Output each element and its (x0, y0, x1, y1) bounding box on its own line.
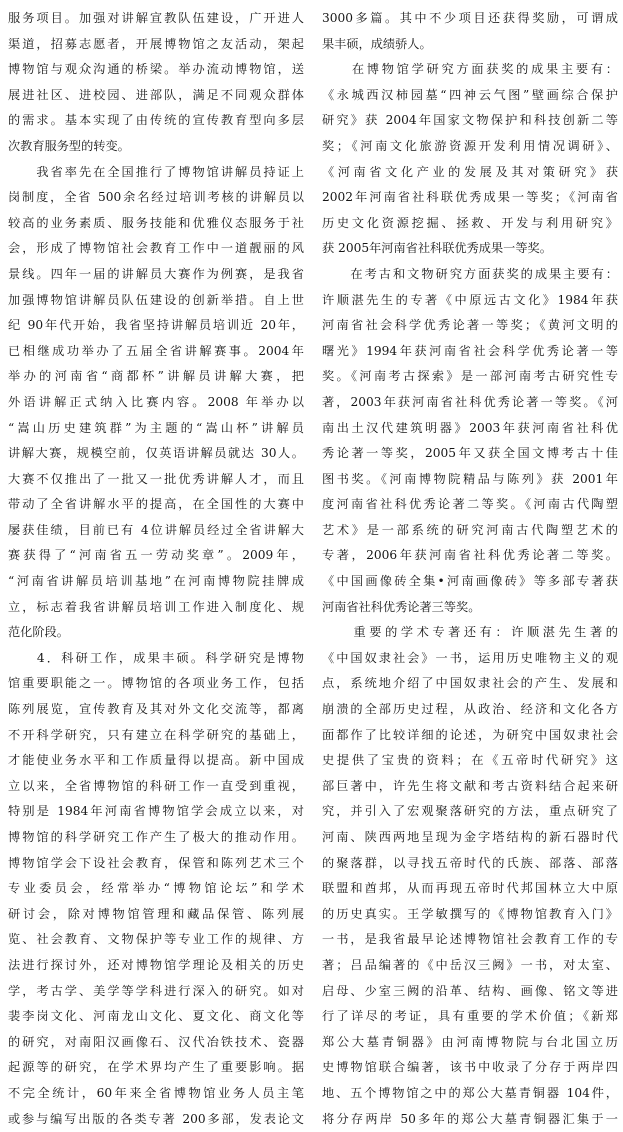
text-line: 《中国画像砖全集•河南画像砖》等多部专著获 (322, 574, 618, 589)
text-line: 研究》获 2004年国家文物保护和科技创新二等 (322, 113, 618, 128)
text-line: 加强博物馆讲解员队伍建设的创新举措。自上世 (8, 292, 304, 307)
text-line: 3000多篇。其中不少项目还获得奖励，可谓成 (322, 11, 618, 25)
text-line: 将分存两岸 50多年的郑公大墓青铜器汇集于一 (322, 1111, 618, 1126)
text-line: 起源等的研究，在学术界均产生了重要影响。据 (8, 1060, 304, 1075)
text-line: 已相继成功举办了五届全省讲解赛事。2004年 (8, 343, 304, 358)
text-line: 《永城西汉柿园墓“四神云气图”壁画综合保护 (322, 87, 618, 102)
text-line: 奖。《河南考古探索》是一部河南考古研究性专 (322, 369, 618, 384)
text-line: 学，考古学、美学等学科进行深入的研究。如对 (8, 983, 304, 998)
text-line: 在博物馆学研究方面获奖的成果主要有： (322, 62, 618, 77)
text-line: 重要的学术专著还有：许顺湛先生著的 (322, 625, 618, 640)
text-line: 的研究，对南阳汉画像石、汉代冶铁技术、瓷器 (8, 1034, 304, 1049)
text-line: 究，并引入了宏观聚落研究的方法，重点研究了 (322, 804, 618, 819)
text-line: 我省率先在全国推行了博物馆讲解员持证上 (8, 164, 304, 179)
text-line: 特别是 1984年河南省博物馆学会成立以来，对 (8, 804, 304, 819)
text-line: 《河南省文化产业的发展及其对策研究》获 (322, 164, 618, 179)
text-line: 4．科研工作，成果丰硕。科学研究是博物 (8, 650, 304, 665)
text-line: 许顺湛先生的专著《中原远古文化》1984年获 (322, 292, 618, 307)
right-text-column (322, 6, 618, 1132)
text-line: 馆重要职能之一。博物馆的各项业务工作，包括 (8, 676, 304, 691)
text-line: 图书奖。《河南博物院精品与陈列》获 2001年 (322, 471, 618, 486)
text-line: 著，2003年获河南省社科优秀论著一等奖。《河 (322, 394, 618, 409)
text-line: 地、五个博物馆之中的郑公大墓青铜器 104件， (322, 1085, 618, 1100)
text-line: 渠道，招募志愿者，开展博物馆之友活动，架起 (8, 36, 304, 51)
text-line: 纪 90年代开始，我省坚持讲解员培训近 20年， (8, 318, 304, 333)
text-line: 艺术》是一部系统的研究河南古代陶塑艺术的 (322, 522, 618, 537)
text-line: 一书，是我省最早论述博物馆社会教育工作的专 (322, 932, 618, 947)
text-line: 才能使业务水平和工作质量得以提高。新中国成 (8, 753, 304, 768)
text-line: 河南、陕西两地呈现为金字塔结构的新石器时代 (322, 830, 618, 844)
text-line: 外语讲解正式纳入比赛内容。2008 年举办以 (8, 394, 304, 409)
text-line: 《中国奴隶社会》一书，运用历史唯物主义的观 (322, 650, 618, 665)
text-line: 博物馆学会下设社会教育，保管和陈列艺术三个 (8, 855, 304, 870)
text-line: 较高的业务素质、服务技能和优雅仪态服务于社 (8, 215, 304, 230)
text-line: 的历史真实。王学敏撰写的《博物馆教育入门》 (322, 906, 618, 921)
text-line: 或参与编写出版的各类专著 200多部，发表论文 (8, 1111, 304, 1126)
text-line: 景线。四年一届的讲解员大赛作为例赛，是我省 (8, 266, 304, 281)
text-line: 展进社区、进校园、进部队，满足不同观众群体 (8, 87, 304, 102)
text-line: 启母、少室三阙的沿革、结构、画像、铭文等进 (322, 983, 618, 998)
text-line: 赛获得了“河南省五一劳动奖章”。2009年， (8, 548, 304, 563)
text-line: “嵩山历史建筑群”为主题的“嵩山杯”讲解员 (8, 420, 304, 435)
text-line: 果丰硕，成绩骄人。 (322, 36, 432, 51)
text-line: 的需求。基本实现了由传统的宣传教育型向多层 (8, 113, 304, 128)
text-line: 服务项目。加强对讲解宣教队伍建设，广开进人 (8, 11, 304, 25)
text-line: 屡获佳绩，目前已有 4位讲解员经过全省讲解大 (8, 522, 304, 537)
text-line: 河南省社科优秀论著三等奖。 (322, 599, 481, 614)
text-line: 秀论著一等奖，2005年又获全国文博考古十佳 (322, 446, 618, 461)
text-line: 大赛不仅推出了一批又一批优秀讲解人才，而且 (8, 471, 304, 486)
text-line: 法进行探讨外，还对博物馆学理论及相关的历史 (8, 957, 304, 972)
text-line: 行了详尽的考证，具有重要的学术价值；《新郑 (322, 1009, 618, 1024)
text-line: 博物馆与观众沟通的桥梁。举办流动博物馆，送 (8, 62, 304, 77)
text-line: “河南省讲解员培训基地”在河南博物院挂牌成 (8, 574, 304, 589)
text-line: 联盟和酋邦，从而再现五帝时代邦国林立大中原 (322, 881, 618, 896)
text-line: 奖；《河南文化旅游资源开发利用情况调研》、 (322, 138, 618, 153)
text-line: 2002年河南省社科联优秀成果一等奖；《河南省 (322, 190, 618, 205)
text-line: 研讨会，除对博物馆管理和藏品保管、陈列展 (8, 906, 304, 921)
text-line: 陈列展览，宣传教育及其对外文化交流等，都离 (8, 702, 304, 717)
text-line: 河南省社会科学优秀论著一等奖；《黄河文明的 (322, 318, 618, 333)
text-line: 历史文化资源挖掘、拯救、开发与利用研究》 (322, 215, 618, 230)
text-line: 裴李岗文化、河南龙山文化、夏文化、商文化等 (8, 1009, 304, 1024)
text-line: 点，系统地介绍了中国奴隶社会的产生、发展和 (322, 676, 618, 691)
text-line: 部巨著中，许先生将文献和考古资料结合起来研 (322, 778, 618, 793)
text-line: 史博物馆联合编著，该书中收录了分存于两岸四 (322, 1060, 618, 1075)
text-line: 的聚落群，以寻找五帝时代的氏族、部落、部落 (322, 855, 618, 870)
text-line: 度河南省社科优秀论著二等奖。《河南古代陶塑 (322, 497, 618, 512)
left-text-column (8, 6, 304, 1132)
text-line: 会，形成了博物馆社会教育工作中一道靓丽的风 (8, 241, 304, 256)
text-line: 曙光》1994年获河南省社会科学优秀论著一等 (322, 343, 618, 358)
text-line: 在考古和文物研究方面获奖的成果主要有： (322, 266, 618, 281)
text-line: 范化阶段。 (8, 625, 69, 640)
text-line: 崩溃的全部历史过程，从政治、经济和文化各方 (322, 702, 618, 717)
text-line: 博物馆的科学研究工作产生了极大的推动作用。 (8, 830, 304, 844)
text-line: 专业委员会，经常举办“博物馆论坛”和学术 (8, 881, 304, 896)
text-line: 带动了全省讲解水平的提高，在全国性的大赛中 (8, 497, 304, 512)
text-line: 南出土汉代建筑明器》2003年获河南省社科优 (322, 420, 618, 435)
text-line: 览、社会教育、文物保护等专业工作的规律、方 (8, 932, 304, 947)
text-line: 立以来，全省博物馆的科研工作一直受到重视， (8, 778, 304, 793)
text-line: 著；吕品编著的《中岳汉三阙》一书，对太室、 (322, 957, 618, 972)
text-line: 举办的河南省“商都杯”讲解员讲解大赛，把 (8, 369, 304, 384)
text-line: 讲解大赛，规模空前，仅英语讲解员就达 30人。 (8, 446, 304, 461)
text-line: 立，标志着我省讲解员培训工作进入制度化、规 (8, 599, 304, 614)
text-line: 面都作了比较详细的论述，为研究中国奴隶社会 (322, 727, 618, 742)
text-line: 不开科学研究，只有建立在科学研究的基础上， (8, 727, 304, 742)
text-line: 岗制度，全省 500余名经过培训考核的讲解员以 (8, 190, 304, 205)
text-line: 史提供了宝贵的资料；在《五帝时代研究》这 (322, 753, 618, 768)
text-line: 郑公大墓青铜器》由河南博物院与台北国立历 (322, 1034, 618, 1049)
text-line: 专著，2006年获河南省社科优秀论著二等奖。 (322, 548, 618, 563)
text-line: 不完全统计，60年来全省博物馆业务人员主笔 (8, 1085, 304, 1100)
text-line: 次教育服务型的转变。 (8, 138, 130, 153)
text-line: 获 2005年河南省社科联优秀成果一等奖。 (322, 241, 552, 256)
